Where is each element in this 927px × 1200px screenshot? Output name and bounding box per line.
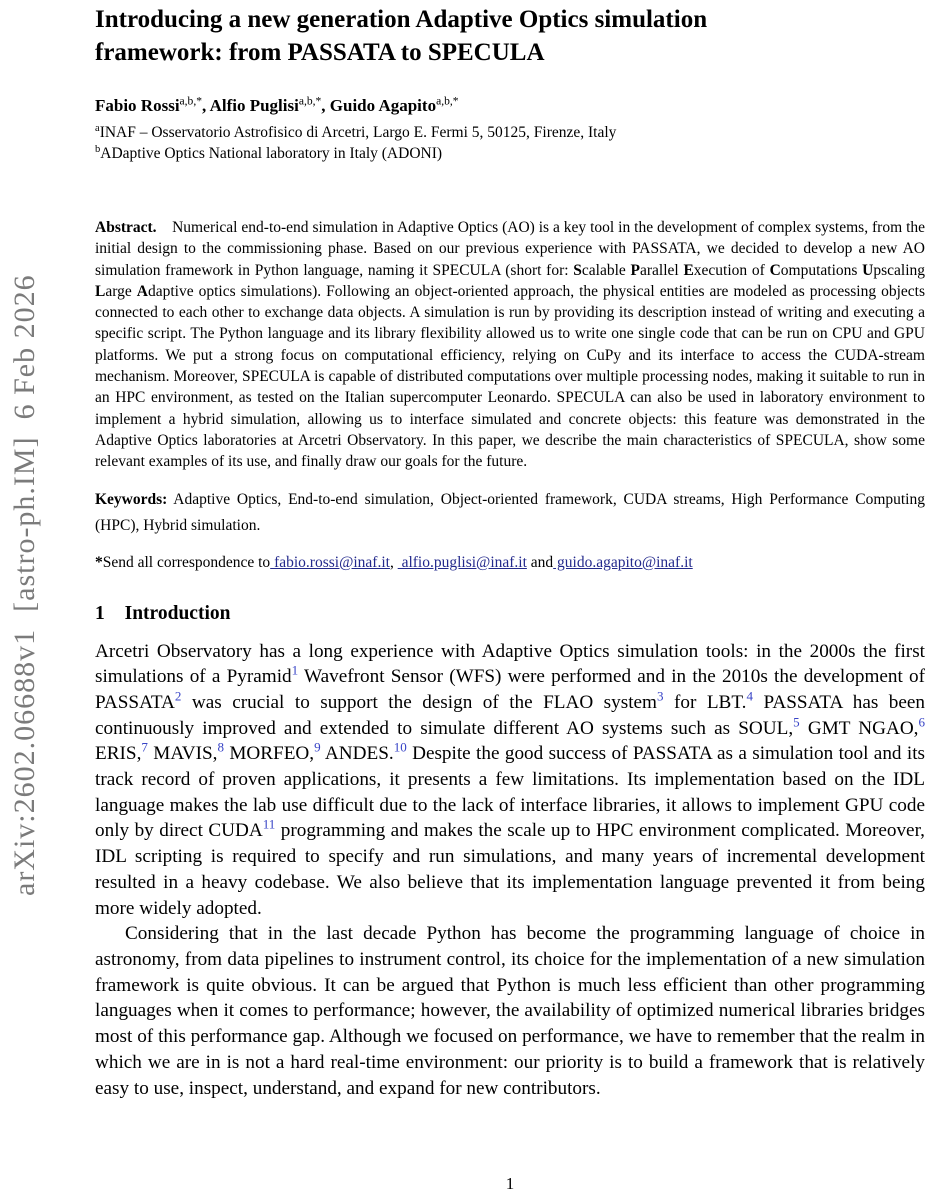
superscript: a,b,* bbox=[298, 94, 322, 108]
text-segment: , bbox=[389, 553, 398, 571]
citation-5[interactable]: 5 bbox=[793, 714, 800, 730]
text-segment: , bbox=[321, 96, 330, 115]
section-number: 1 bbox=[95, 602, 105, 624]
text-segment: Arcetri Observatory has a long experience with Adaptive Optics simulation tools: in the 2000s the first simulations of a Pyramid bbox=[95, 640, 925, 688]
text-segment: Wavefront Sensor (WFS) were performed and in the 2010s the development of PASSATA bbox=[95, 666, 926, 713]
text-segment: ADaptive Optics National laboratory in Italy (ADONI) bbox=[100, 145, 443, 162]
text-segment: P bbox=[630, 261, 640, 279]
text-segment: arallel bbox=[640, 261, 684, 279]
text-segment: Send all correspondence to bbox=[102, 553, 271, 571]
text-segment: arge bbox=[105, 282, 137, 300]
abstract-paragraph bbox=[95, 217, 925, 473]
text-segment: calable bbox=[581, 261, 631, 279]
intro-paragraph-1 bbox=[95, 639, 925, 922]
text-segment: Guido Agapito bbox=[329, 96, 437, 115]
text-segment: xecution of bbox=[693, 261, 770, 279]
text-segment: Adaptive Optics, End-to-end simulation, Object-oriented framework, CUDA streams, High Performance Computing (HPC), Hybrid simulation. bbox=[95, 490, 925, 534]
superscript: a bbox=[95, 122, 100, 134]
email-link-agapito[interactable]: guido.agapito@inaf.it bbox=[553, 553, 693, 571]
text-segment: Considering that in the last decade Python has become the programming language of choice in astronomy, from data pipelines to instrument control, its choice for the implementation of a new simulation framework is quite obvious. It can be argued that Python is much less efficient than other programming languages when it comes to performance; however, the availability of optimized numerical libraries bridges most of this performance gap. Although we focused on performance, we have to remember that the realm in which we are in is not a hard real-time environment: our priority is to build a framework that is relatively easy to use, inspect, understand, and expand for new contributors. bbox=[95, 923, 925, 1099]
text-segment: E bbox=[683, 261, 694, 279]
text-segment: PASSATA has been continuously improved and extended to simulate different AO systems such as SOUL, bbox=[95, 691, 926, 739]
intro-paragraph-2 bbox=[95, 921, 925, 1101]
text-segment: Despite the good success of PASSATA as a simulation tool and its track record of proven applications, it presents a few limitations. Its implementation based on the IDL language makes the lab use difficult due to the lack of interface libraries, it allows to implement GPU code only by direct CUDA bbox=[95, 743, 925, 842]
citation-9[interactable]: 9 bbox=[314, 739, 321, 755]
text-segment: Keywords: bbox=[95, 490, 168, 508]
text-segment: C bbox=[769, 261, 781, 279]
citation-1[interactable]: 1 bbox=[291, 662, 299, 678]
keywords-line bbox=[95, 487, 925, 539]
paper-content bbox=[95, 3, 925, 1101]
text-segment: Alfio Puglisi bbox=[209, 96, 299, 115]
text-segment: and bbox=[526, 553, 554, 571]
citation-6[interactable]: 6 bbox=[918, 714, 926, 730]
paper-title bbox=[95, 3, 925, 69]
text-segment: MAVIS, bbox=[147, 743, 218, 765]
citation-4[interactable]: 4 bbox=[746, 688, 753, 704]
text-segment: * bbox=[95, 553, 103, 571]
section-title: Introduction bbox=[124, 602, 231, 624]
text-segment: Fabio Rossi bbox=[95, 96, 180, 115]
section-heading-introduction bbox=[95, 602, 925, 626]
text-segment: was crucial to support the design of the FLAO system bbox=[181, 691, 657, 713]
text-segment: daptive optics simulations). Following an object-oriented approach, the physical entities are modeled as processing objects connected to each other to exchange data objects. A simulation is run by providing its description instead of writing and executing a specific script. The Python language and its library flexibility allowed us to write one single code that can be run on CPU and GPU platforms. We put a strong focus on computational efficiency, relying on CuPy and its interface to access the CUDA-stream mechanism. Moreover, SPECULA is capable of distributed computations over multiple processing nodes, making it suitable to run in an HPC environment, as tested on the Italian supercomputer Leonardo. SPECULA can also be used in laboratory environment to implement a hybrid simulation, allowing us to interface simulated and concrete objects: this feature was demonstrated in the Adaptive Optics laboratories at Arcetri Observatory. In this paper, we describe the main characteristics of SPECULA, show some relevant examples of its use, and finally draw our goals for the future. bbox=[95, 282, 925, 471]
affiliations bbox=[95, 122, 925, 164]
authors-line bbox=[95, 95, 925, 117]
page-number: 1 bbox=[505, 1174, 515, 1193]
text-segment: S bbox=[573, 261, 582, 279]
correspondence-line bbox=[95, 552, 925, 573]
email-link-puglisi[interactable]: alfio.puglisi@inaf.it bbox=[397, 553, 527, 571]
citation-11[interactable]: 11 bbox=[262, 817, 276, 833]
text-segment: ANDES. bbox=[320, 743, 394, 765]
text-segment: A bbox=[136, 282, 148, 300]
affiliation-a bbox=[95, 122, 925, 143]
text-segment: GMT NGAO, bbox=[799, 717, 919, 739]
citation-2[interactable]: 2 bbox=[174, 688, 182, 704]
citation-7[interactable]: 7 bbox=[141, 739, 148, 755]
text-segment: omputations bbox=[780, 261, 863, 279]
text-segment: L bbox=[95, 282, 106, 300]
superscript: a,b,* bbox=[179, 94, 202, 108]
citation-3[interactable]: 3 bbox=[657, 688, 664, 704]
text-segment: , bbox=[202, 96, 210, 115]
text-segment: for LBT. bbox=[663, 691, 747, 713]
citation-10[interactable]: 10 bbox=[393, 739, 407, 755]
text-segment: Numerical end-to-end simulation in Adaptive Optics (AO) is a key tool in the development of complex systems, from the initial design to the commissioning phase. Based on our previous experience with PASSATA, we decided to develop a new AO simulation framework in Python language, naming it SPECULA (short for: bbox=[95, 219, 925, 279]
title-line-2: framework: from PASSATA to SPECULA bbox=[95, 39, 545, 66]
text-segment: Abstract. bbox=[95, 219, 157, 236]
text-segment: ERIS, bbox=[95, 743, 142, 765]
text-segment: pscaling bbox=[873, 261, 925, 279]
text-segment: programming and makes the scale up to HPC environment complicated. Moreover, IDL scripting is required to specify and run simulations, and many years of incremental development resulted in a heavy codebase. We also believe that its implementation language prevented it from being more widely adopted. bbox=[95, 820, 925, 919]
email-link-rossi[interactable]: fabio.rossi@inaf.it bbox=[270, 553, 390, 571]
title-line-1: Introducing a new generation Adaptive Optics simulation bbox=[95, 6, 708, 33]
text-segment: U bbox=[862, 261, 874, 279]
text-segment: MORFEO, bbox=[223, 743, 315, 765]
superscript: a,b,* bbox=[436, 94, 459, 108]
superscript: b bbox=[95, 143, 101, 155]
affiliation-b bbox=[95, 143, 925, 164]
arxiv-watermark: arXiv:2602.06688v1 [astro-ph.IM] 6 Feb 2026 bbox=[8, 274, 41, 896]
text-segment: INAF – Osservatorio Astrofisico di Arcetri, Largo E. Fermi 5, 50125, Firenze, Italy bbox=[99, 124, 617, 141]
citation-8[interactable]: 8 bbox=[217, 739, 224, 755]
